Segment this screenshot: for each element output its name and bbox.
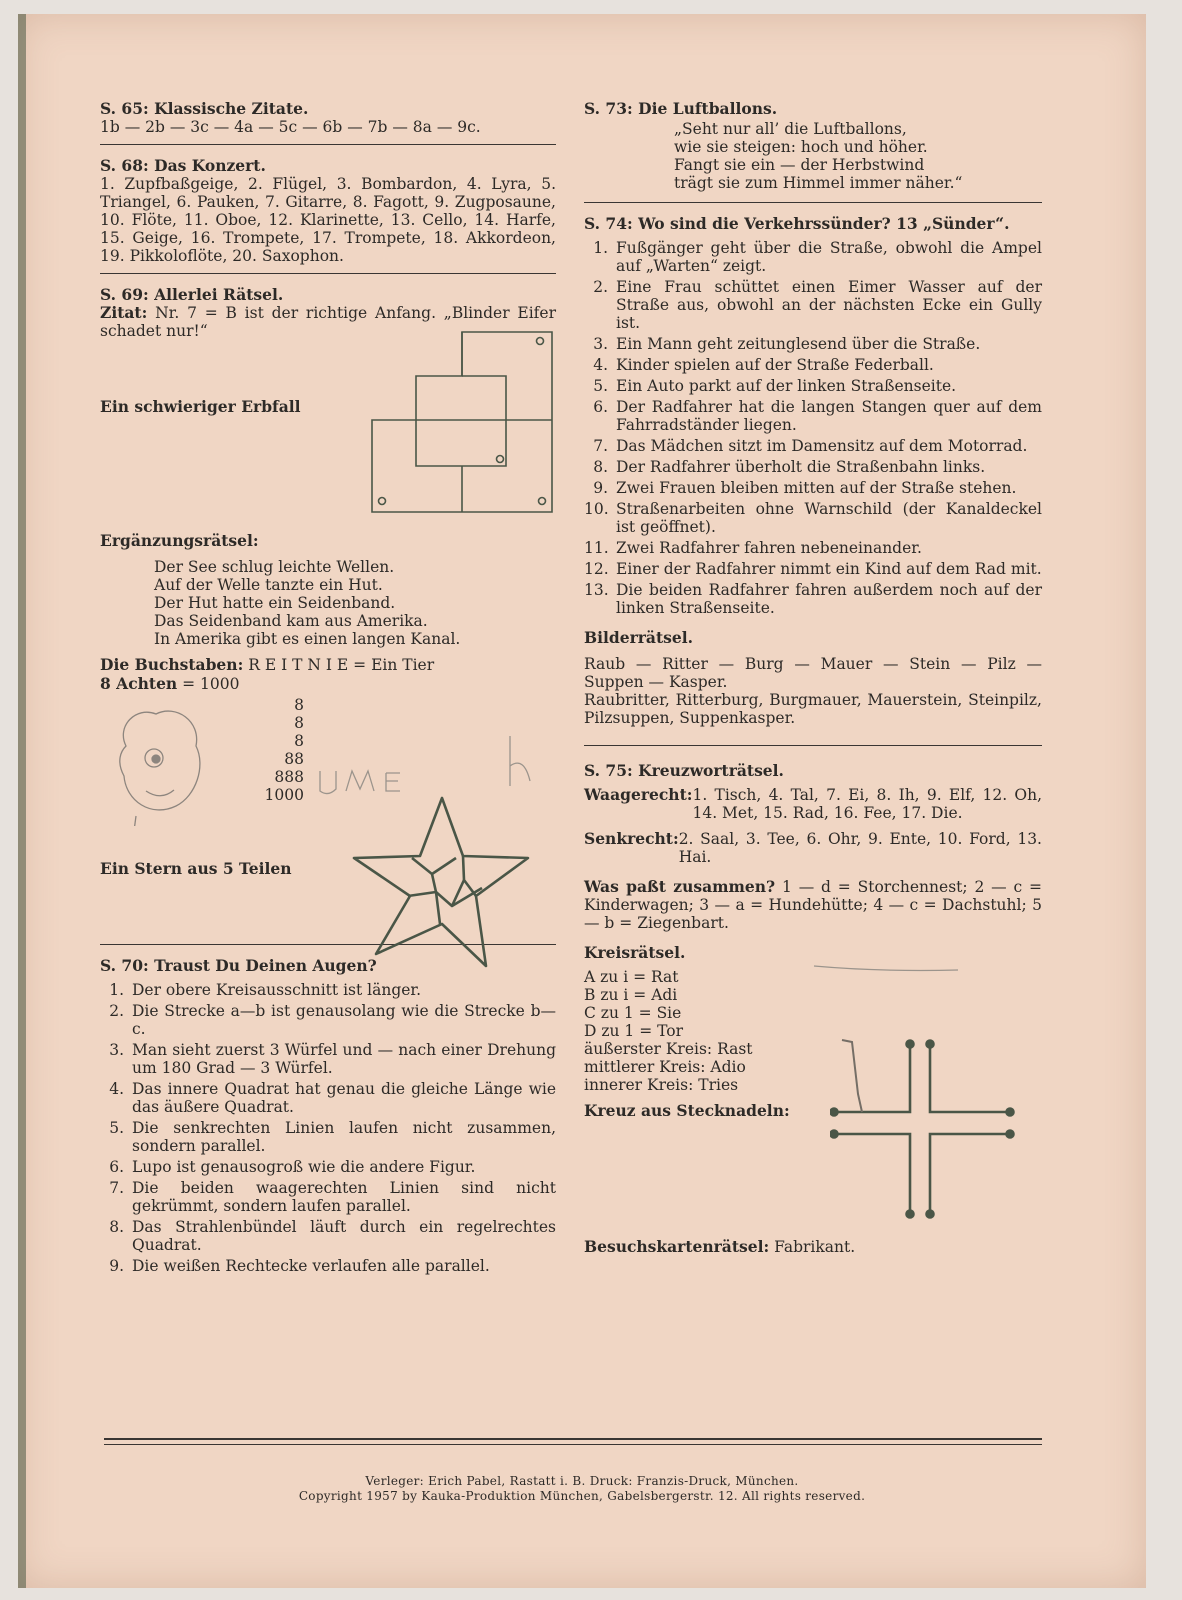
poem-line: trägt sie zum Himmel immer näher.“	[674, 174, 963, 192]
list-item: 5. Ein Auto parkt auf der linken Straßenseite.	[593, 377, 957, 395]
poem-line: Fangt sie ein — der Herbstwind	[674, 156, 925, 174]
s70-list	[100, 981, 556, 1275]
bilder-line: Raub — Ritter — Burg — Mauer — Stein — Pilz — Suppen — Kasper.	[584, 655, 1042, 691]
divider	[100, 273, 556, 274]
poem-line: wie sie steigen: hoch und höher.	[674, 138, 928, 156]
kreuz-label: Kreuz aus Stecknadeln:	[584, 1101, 790, 1120]
ergaenzung-poem	[154, 558, 460, 648]
sum-column	[264, 696, 304, 804]
footer-rule-thin	[104, 1444, 1042, 1445]
list-item: 4. Kinder spielen auf der Straße Federball.	[593, 356, 934, 374]
section-s74	[584, 215, 1042, 617]
zitat-text: Nr. 7 = B ist der richtige Anfang. „Blinder Eifer schadet nur!“	[100, 304, 556, 340]
senkrecht-label: Senkrecht:	[584, 829, 679, 848]
list-item: 8. Der Radfahrer überholt die Straßenbahn links.	[593, 458, 986, 476]
left-column	[100, 99, 561, 1278]
section-s68	[100, 156, 561, 265]
erbfall-label: Ein schwieriger Erbfall	[100, 397, 301, 416]
list-item: 2. Die Strecke a—b ist genausolang wie die Strecke b—c.	[109, 1002, 556, 1038]
stern-label: Ein Stern aus 5 Teilen	[100, 859, 292, 878]
page	[18, 14, 1146, 1588]
achten-text: = 1000	[177, 675, 240, 693]
buchstaben-line	[100, 656, 434, 674]
achten-label: 8 Achten	[100, 674, 178, 693]
footer-rule	[104, 1438, 1042, 1440]
section-s69	[100, 286, 556, 986]
copyright-line: Copyright 1957 by Kauka-Produktion München, Gabelsbergerstr. 12. All rights reserved.	[298, 1489, 866, 1503]
kreis-line: äußerster Kreis: Rast	[584, 1040, 753, 1058]
poem-line: In Amerika gibt es einen langen Kanal.	[154, 630, 461, 648]
kreis-line: mittlerer Kreis: Adio	[584, 1058, 746, 1076]
list-item: 3. Man sieht zuerst 3 Würfel und — nach einer Drehung um 180 Grad — 3 Würfel.	[109, 1041, 556, 1077]
pencil-face-doodle	[106, 706, 216, 826]
list-item: 10. Straßenarbeiten ohne Warnschild (der Kanaldeckel ist geöffnet).	[584, 500, 1042, 536]
kreis-line: B zu i = Adi	[584, 986, 678, 1004]
sum-number: 1000	[264, 786, 304, 804]
list-item: 1. Fußgänger geht über die Straße, obwohl die Ampel auf „Warten“ zeigt.	[593, 239, 1042, 275]
ergaenzung-label: Ergänzungsrätsel:	[100, 531, 259, 550]
kreis-line: D zu 1 = Tor	[584, 1022, 684, 1040]
list-item: 6. Lupo ist genausogroß wie die andere Figur.	[109, 1158, 476, 1176]
imprint-line: Verleger: Erich Pabel, Rastatt i. B. Druck: Franzis-Druck, München.	[365, 1474, 799, 1488]
kreis-line: A zu i = Rat	[584, 968, 679, 986]
poem-line: Der See schlug leichte Wellen.	[154, 558, 395, 576]
waagerecht-text: 1. Tisch, 4. Tal, 7. Ei, 8. Ih, 9. Elf, 12. Oh, 14. Met, 15. Rad, 16. Fee, 17. Die.	[692, 786, 1042, 822]
pencil-scribble	[310, 731, 540, 801]
passt-label: Was paßt zusammen?	[584, 877, 776, 896]
kreis-heading: Kreisrätsel.	[584, 943, 686, 962]
zitat-label: Zitat:	[100, 303, 148, 322]
sum-number: 888	[274, 768, 304, 786]
list-item: 7. Die beiden waagerechten Linien sind nicht gekrümmt, sondern laufen parallel.	[109, 1179, 556, 1215]
poem-line: Das Seidenband kam aus Amerika.	[154, 612, 428, 630]
list-item: 3. Ein Mann geht zeitunglesend über die Straße.	[593, 335, 981, 353]
list-item: 2. Eine Frau schüttet einen Eimer Wasser auf der Straße aus, obwohl an der nächsten Ecke ein Gully ist.	[593, 278, 1042, 332]
section-text: 1. Zupfbaßgeige, 2. Flügel, 3. Bombardon, 4. Lyra, 5. Triangel, 6. Pauken, 7. Gitarre, 8. Fagott, 9. Zugposaune, 10. Flöte, 11. Oboe, 12. Klarinette, 13. Cello, 14. Harfe, 15. Geige, 16. Trompete, 17. Trompete, 18. Akkordeon, 19. Pikkoloflöte, 20. Saxophon.	[100, 175, 561, 265]
divider	[100, 144, 556, 145]
section-heading: S. 68: Das Konzert.	[100, 156, 266, 175]
poem-line: „Seht nur all’ die Luftballons,	[674, 120, 907, 138]
section-s73	[584, 100, 1042, 192]
besuch-label: Besuchskartenrätsel:	[584, 1237, 770, 1256]
balloon-poem	[674, 120, 1042, 192]
s74-list	[584, 239, 1042, 617]
poem-line: Auf der Welle tanzte ein Hut.	[154, 576, 383, 594]
buchstaben-label: Die Buchstaben:	[100, 655, 244, 674]
list-item: 12. Einer der Radfahrer nimmt ein Kind auf dem Rad mit.	[584, 560, 1042, 578]
passt-text: 1 — d = Storchennest; 2 — c = Kinderwagen; 3 — a = Hundehütte; 4 — c = Dachstuhl; 5 — b = Ziegenbart.	[584, 878, 1042, 932]
section-heading: S. 70: Traust Du Deinen Augen?	[100, 956, 377, 975]
section-s70	[100, 957, 556, 1275]
list-item: 5. Die senkrechten Linien laufen nicht zusammen, sondern parallel.	[109, 1119, 556, 1155]
pencil-line	[812, 960, 962, 980]
list-item: 9. Zwei Frauen bleiben mitten auf der Straße stehen.	[593, 479, 1017, 497]
list-item: 4. Das innere Quadrat hat genau die gleiche Länge wie das äußere Quadrat.	[109, 1080, 556, 1116]
kreis-line: C zu 1 = Sie	[584, 1004, 682, 1022]
list-item: 9. Die weißen Rechtecke verlaufen alle parallel.	[109, 1257, 490, 1275]
erbfall-figure	[370, 330, 556, 522]
kreis-line: innerer Kreis: Tries	[584, 1076, 739, 1094]
divider	[584, 202, 1042, 203]
section-bilder	[584, 629, 1042, 727]
section-heading: S. 75: Kreuzworträtsel.	[584, 761, 784, 780]
besuch-text: Fabrikant.	[769, 1238, 856, 1256]
list-item: 7. Das Mädchen sitzt im Damensitz auf dem Motorrad.	[593, 437, 1028, 455]
poem-line: Der Hut hatte ein Seidenband.	[154, 594, 396, 612]
sum-number: 8	[294, 714, 304, 732]
right-column	[584, 100, 1042, 1256]
section-text: 1b — 2b — 3c — 4a — 5c — 6b — 7b — 8a — 9c.	[100, 118, 481, 136]
list-item: 13. Die beiden Radfahrer fahren außerdem noch auf der linken Straßenseite.	[584, 581, 1042, 617]
section-heading: S. 65: Klassische Zitate.	[100, 99, 309, 118]
sum-number: 88	[284, 750, 304, 768]
sum-number: 8	[294, 696, 304, 714]
pin-cross-figure	[830, 1034, 1030, 1234]
list-item: 6. Der Radfahrer hat die langen Stangen quer auf dem Fahrradständer liegen.	[593, 398, 1042, 434]
section-heading: S. 74: Wo sind die Verkehrssünder? 13 „Sünder“.	[584, 214, 1010, 233]
section-heading: S. 69: Allerlei Rätsel.	[100, 285, 284, 304]
divider	[584, 745, 1042, 746]
list-item: 11. Zwei Radfahrer fahren nebeneinander.	[584, 539, 922, 557]
star-figure	[352, 796, 532, 972]
achten-line	[100, 675, 240, 693]
senkrecht-text: 2. Saal, 3. Tee, 6. Ohr, 9. Ente, 10. Ford, 13. Hai.	[678, 830, 1042, 866]
sum-number: 8	[294, 732, 304, 750]
section-heading: Bilderrätsel.	[584, 628, 693, 647]
waagerecht-label: Waagerecht:	[584, 785, 693, 804]
buchstaben-text: R E I T N I E = Ein Tier	[243, 656, 435, 674]
section-s65	[100, 100, 556, 136]
list-item: 8. Das Strahlenbündel läuft durch ein regelrechtes Quadrat.	[109, 1218, 556, 1254]
list-item: 1. Der obere Kreisausschnitt ist länger.	[109, 981, 422, 999]
bilder-line: Raubritter, Ritterburg, Burgmauer, Mauerstein, Steinpilz, Pilzsuppen, Suppenkasper.	[584, 691, 1042, 727]
section-s75	[584, 762, 1042, 1256]
section-heading: S. 73: Die Luftballons.	[584, 99, 778, 118]
